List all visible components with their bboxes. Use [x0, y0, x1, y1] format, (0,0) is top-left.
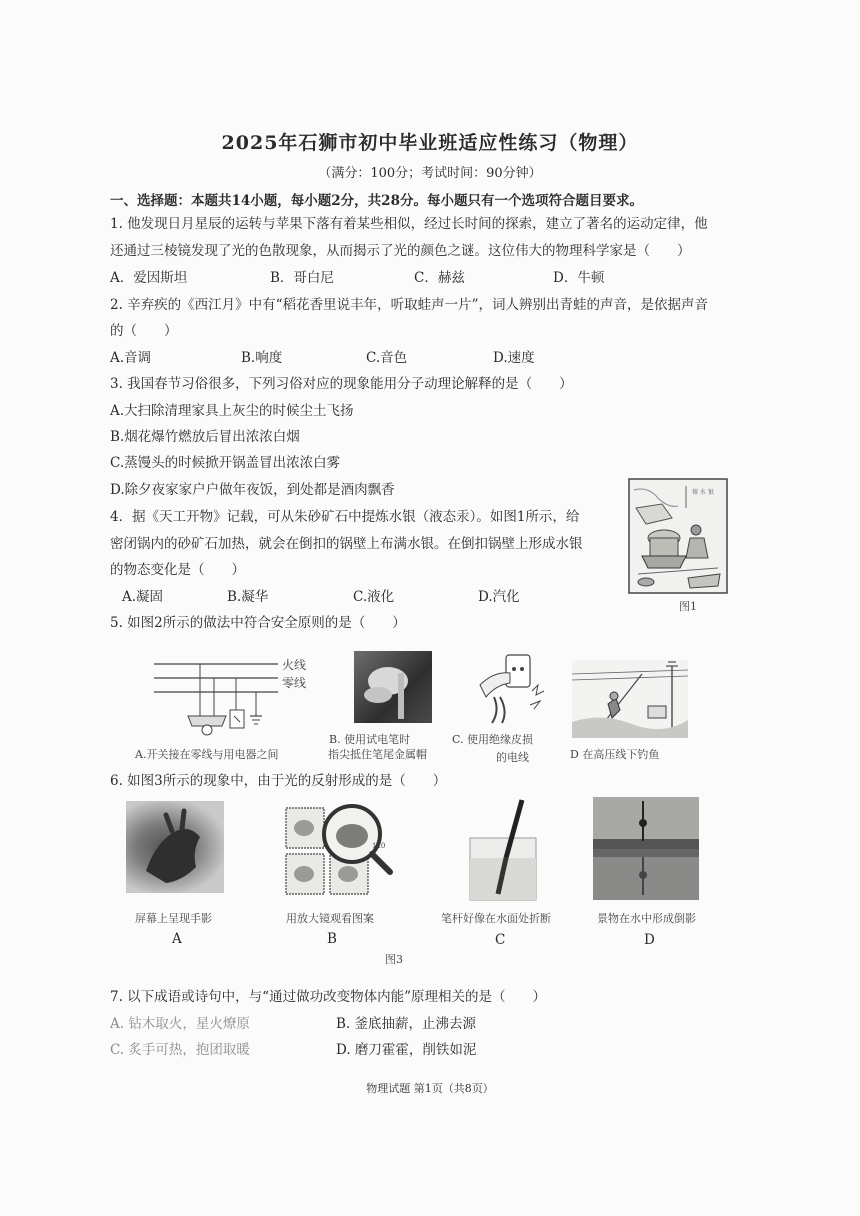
figure-2c-damaged-wire-illustration	[470, 651, 550, 727]
figure-3a-letter: A	[172, 931, 182, 947]
figure-3b-caption: 用放大镜观看图案	[286, 912, 374, 925]
figure-1-label: 图1	[679, 600, 697, 613]
figure-3b-magnifier-stamps	[282, 800, 394, 900]
q6-stem: 6. 如图3所示的现象中，由于光的反射形成的是（ ）	[110, 773, 447, 789]
q2-line1: 2. 辛弃疾的《西江月》中有“稻花香里说丰年，听取蛙声一片”，词人辨别出青蛙的声音，是依据声音	[110, 297, 708, 313]
figure-3a-hand-shadow-photo	[126, 801, 224, 893]
q4-line1: 4．据《天工开物》记载，可从朱砂矿石中提炼水银（液态汞）。如图1所示，给	[110, 509, 580, 525]
figure-2d-fishing-illustration	[572, 660, 688, 738]
q4-option-a: A.凝固	[122, 589, 164, 605]
q3-option-d: D.除夕夜家家户户做年夜饭，到处都是酒肉飘香	[110, 482, 395, 498]
figure-2b-test-pen-photo	[354, 651, 432, 723]
q4-option-c: C.液化	[353, 589, 395, 605]
figure-3c-pen-in-water	[466, 798, 542, 904]
section-heading: 一、选择题：本题共14小题，每小题2分，共28分。每小题只有一个选项符合题目要求。	[110, 193, 643, 209]
q3-option-a: A.大扫除清理家具上灰尘的时候尘土飞扬	[110, 403, 354, 419]
figure-2c-caption-line2: 的电线	[496, 751, 529, 764]
q3-option-b: B.烟花爆竹燃放后冒出浓浓白烟	[110, 429, 300, 445]
q3-stem: 3. 我国春节习俗很多，下列习俗对应的现象能用分子动理论解释的是（ ）	[110, 376, 573, 392]
q4-option-d: D.汽化	[478, 589, 520, 605]
page-subtitle: （满分：100分；考试时间：90分钟）	[318, 166, 542, 181]
q2-line2: 的（ ）	[110, 323, 178, 339]
figure-2b-caption-line2: 指尖抵住笔尾金属帽	[328, 748, 427, 761]
page-title: 2025年石狮市初中毕业班适应性练习（物理）	[221, 132, 639, 154]
figure-2b-caption-line1: B. 使用试电笔时	[329, 733, 411, 746]
q3-option-c: C.蒸馒头的时候掀开锅盖冒出浓浓白雾	[110, 455, 341, 471]
figure-3d-caption: 景物在水中形成倒影	[597, 912, 696, 925]
q2-option-a: A.音调	[110, 350, 152, 366]
live-wire-label: 火线	[282, 658, 307, 672]
q1-line1: 1. 他发现日月星辰的运转与苹果下落有着某些相似，经过长时间的探索，建立了著名的运动定律，他	[110, 216, 708, 232]
q4-option-b: B.凝华	[227, 589, 269, 605]
q4-line2: 密闭锅内的砂矿石加热，就会在倒扣的锅壁上布满水银。在倒扣锅壁上形成水银	[110, 536, 583, 552]
figure-3d-letter: D	[644, 932, 655, 948]
q2-option-b: B.响度	[241, 350, 283, 366]
figure-3c-caption: 笔杆好像在水面处折断	[441, 912, 551, 925]
figure-1-illustration	[628, 478, 728, 594]
q7-option-c: C. 炙手可热，抱团取暖	[110, 1042, 250, 1058]
q1-option-b: B．哥白尼	[270, 270, 334, 286]
neutral-wire-label: 零线	[282, 676, 307, 690]
q7-stem: 7. 以下成语或诗句中，与“通过做功改变物体内能”原理相关的是（ ）	[110, 989, 546, 1005]
figure-3d-tower-reflection	[593, 797, 699, 900]
figure-3c-letter: C	[495, 932, 506, 948]
figure-3-label: 图3	[385, 953, 403, 966]
q1-option-c: C．赫兹	[414, 270, 465, 286]
svg-text:镕 水 银: 镕 水 银	[692, 489, 714, 496]
q1-line2: 还通过三棱镜发现了光的色散现象，从而揭示了光的颜色之谜。这位伟大的物理科学家是（ ）	[110, 243, 691, 259]
q1-option-a: A．爱因斯坦	[110, 270, 188, 286]
figure-3b-stamp-value: 120	[372, 842, 386, 850]
q7-option-d: D. 磨刀霍霍，削铁如泥	[336, 1042, 477, 1058]
page-footer: 物理试题 第1页（共8页）	[366, 1082, 494, 1095]
figure-2a-caption: A.开关接在零线与用电器之间	[135, 748, 279, 761]
figure-2d-caption: D 在高压线下钓鱼	[570, 748, 660, 761]
figure-3a-caption: 屏幕上呈现手影	[135, 912, 212, 925]
q7-option-b: B. 釜底抽薪，止沸去源	[336, 1016, 477, 1032]
q2-option-c: C.音色	[366, 350, 408, 366]
figure-2c-caption-line1: C. 使用绝缘皮损	[452, 733, 534, 746]
q1-option-d: D．牛顿	[553, 270, 605, 286]
q5-stem: 5. 如图2所示的做法中符合安全原则的是（ ）	[110, 615, 406, 631]
figure-3b-letter: B	[327, 931, 337, 947]
q2-option-d: D.速度	[493, 350, 535, 366]
q7-option-a: A. 钻木取火，星火燎原	[110, 1016, 250, 1032]
q4-line3: 的物态变化是（ ）	[110, 562, 245, 578]
